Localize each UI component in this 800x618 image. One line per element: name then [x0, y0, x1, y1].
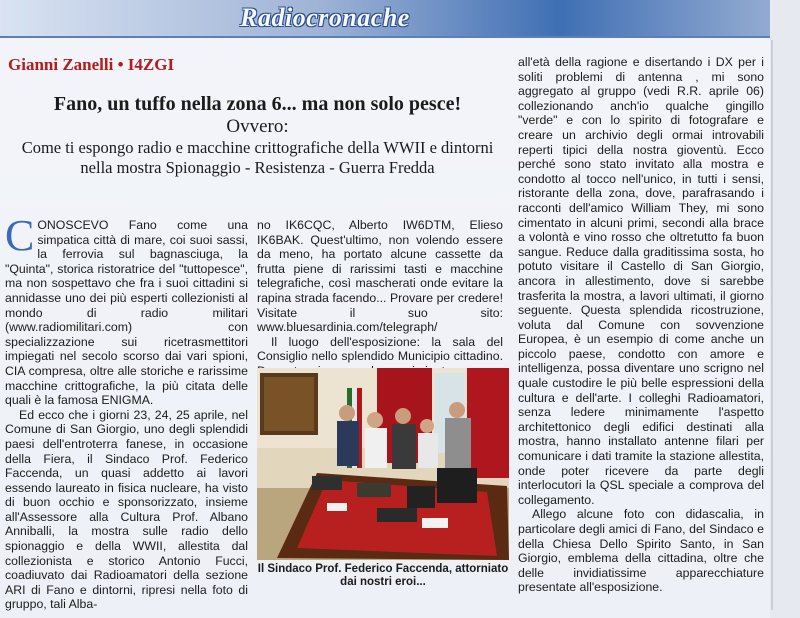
paragraph: all'età della ragione e disertando i DX per i soliti problemi di antenna , mi sono aggregato al gruppo (vedi R.R. aprile 06) collezionando anch'io qualche gingillo "verde" e con lo spirito di fotografare e creare un archivio degli ormai introvabili reperti tipici della nostra gioventù. Ecco perché sono stato invitato alla mostra e condotto al tocco nell'unico, in tutti i sensi, ristorante della zona, dove, parafrasando i racconti dell'amico William They, mi sono cimentato in alcuni primi, secondi alla brace a volontà e vino rosso che oltretutto fa buon sangue. Reduce dalla graditissima sosta, ho potuto visitare il Castello di San Giorgio, ancora in allestimento, dove si sarebbe trasferita la mostra, a lavori ultimati, il giorno seguente. Questa splendida ricostruzione, voluta dal Comune con sovvenzione Europea, è un esempio di come anche un piccolo paese, condotto con amore e intelligenza, possa diventare uno scrigno nel quale custodire le più belle espressioni della cultura e dell'arte. I colleghi Radioamatori, senza ledere minimamente l'aspetto architettonico degli edifici destinati alla mostra, hanno installato antenne filari per comunicare i dati tramite la stazione allestita, onde poter ricevere da parte degli interlocutori la QSL speciale a comprova del collegamento.: [518, 55, 764, 507]
lead-word: ONOSCEVO: [37, 218, 109, 232]
header-rule: [0, 36, 800, 38]
page-edge-divider: [771, 40, 773, 610]
group-photo: [257, 368, 509, 560]
paragraph: no IK6CQC, Alberto IW6DTM, Elieso IK6BAK. Quest'ultimo, non volendo essere da meno, ha portato alcune cassette da frutta piene di rarissimi tasti e macchine telegrafiche, così mascherati onde evitare la rapina strada facendo... Provare per credere! Visitate il suo sito: www.bluesardinia.com/telegraph/: [257, 218, 503, 335]
drop-cap: C: [5, 211, 35, 260]
paragraph: Allego alcune foto con didascalia, in particolare degli amici di Fano, del Sindaco e della Chiesa Dello Spirito Santo, in San Giorgio, emblema della cittadina, oltre che delle invidiatissime apparecchiature presentate all'esposizione.: [518, 507, 764, 595]
section-title: Radiocronache: [240, 3, 410, 32]
text-column-1: [5, 211, 248, 612]
paragraph-text: Fano come una simpatica città di mare, coi suoi sassi, la ferrovia sul bagnasciuga, la "Quinta", storica ristoratrice del "tuttopesce", ma non sospettavo che fra i suoi cittadini si annidasse uno dei più esperti collezionisti al mondo di radio militari (www.radiomilitari.com) con specializzazione sui ricetrasmettitori impiegati nel secolo scorso dai vari spioni, CIA compresa, oltre alle storiche e rarissime macchine crittografiche, la più citata delle quali è la famosa ENIGMA.: [5, 218, 248, 408]
section-banner: [0, 0, 800, 36]
paragraph: Ed ecco che i giorni 23, 24, 25 aprile, nel Comune di San Giorgio, uno degli splendidi paesi dell'entroterra fanese, in occasione della Fiera, il Sindaco Prof. Federico Faccenda, un quasi addetto ai lavori essendo laureato in fisica nucleare, ha visto di buon occhio e sponsorizzato, insieme all'Assessore alla Cultura Prof. Albano Anniballi, la mostra sulle radio dello spionaggio e della WWII, allestita dal collezionista e storico Antonio Fucci, coadiuvato dai Radioamatori della sezione ARI di Fano e dintorni, ripresi nella foto di gruppo, tali Alba-: [5, 407, 248, 612]
paragraph: Il luogo dell'esposizione: la sala del Consiglio nello splendido Municipio cittadino.: [257, 334, 503, 364]
paragraph: [5, 211, 248, 408]
photo-caption: Il Sindaco Prof. Federico Faccenda, attorniato dai nostri eroi...: [257, 563, 509, 588]
text-column-3: [518, 55, 764, 595]
article-author: Gianni Zanelli • I4ZGI: [8, 55, 175, 74]
text-column-2: [257, 218, 503, 379]
article-subtitle: Come ti espongo radio e macchine crittografiche della WWII e dintorni nella mostra Spionaggio - Resistenza - Guerra Fredda: [21, 138, 494, 177]
article-headline: [5, 92, 510, 178]
page-edge: [770, 0, 800, 618]
article-title: Fano, un tuffo nella zona 6... ma non solo pesce!: [53, 93, 462, 115]
article-subtitle-lead: Ovvero:: [226, 116, 289, 137]
group-photo-illustration: [257, 368, 509, 560]
